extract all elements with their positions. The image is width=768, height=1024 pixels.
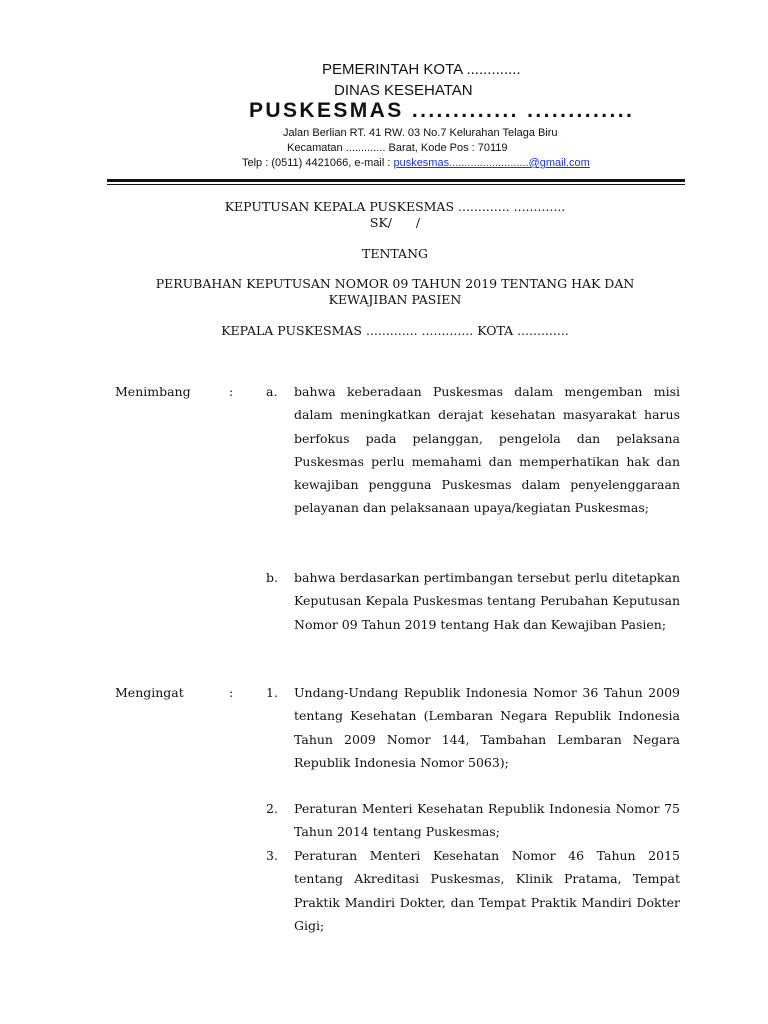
section-label: Menimbang <box>115 384 191 399</box>
decree-issuer: KEPUTUSAN KEPALA PUSKESMAS ............. ............. <box>224 199 566 214</box>
institution-name: PUSKESMAS ............. ............. <box>249 99 635 122</box>
item-marker: b. <box>266 570 278 585</box>
email-link[interactable]: puskesmas..........................@gmail.com <box>393 157 590 169</box>
list-item: Undang-Undang Republik Indonesia Nomor 36 Tahun 2009 tentang Kesehatan (Lembaran Negara Republik Indonesia Tahun 2009 Nomor 144, Tambahan Lembaran Negara Republik Indonesia Nomor 5063); <box>294 685 680 770</box>
letterhead-rule-thick <box>107 179 685 182</box>
section-colon: : <box>229 384 234 399</box>
contact-prefix: Telp : (0511) 4421066, e-mail : <box>242 157 394 169</box>
subject-line-1: PERUBAHAN KEPUTUSAN NOMOR 09 TAHUN 2019 TENTANG HAK DAN <box>155 276 635 291</box>
about-label: TENTANG <box>361 246 428 261</box>
item-marker: 2. <box>266 801 278 816</box>
authority-line: KEPALA PUSKESMAS ............. ............. KOTA ............. <box>221 323 569 338</box>
item-marker: a. <box>266 384 278 399</box>
letterhead-rule-thin <box>107 184 685 185</box>
subject-line-2: KEWAJIBAN PASIEN <box>328 292 462 307</box>
government-name: PEMERINTAH KOTA ............. <box>322 61 521 78</box>
contact-line <box>242 157 590 169</box>
item-marker: 1. <box>266 685 278 700</box>
department-name: DINAS KESEHATAN <box>334 82 473 99</box>
list-item: bahwa keberadaan Puskesmas dalam mengemban misi dalam meningkatkan derajat kesehatan masyarakat harus berfokus pada pelanggan, pengelola dan pelaksana Puskesmas perlu memahami dan memperhatikan hak dan kewajiban pengguna Puskesmas dalam penyelenggaraan pelayanan dan pelaksanaan upaya/kegiatan Puskesmas; <box>294 384 680 516</box>
list-item: Peraturan Menteri Kesehatan Nomor 46 Tahun 2015 tentang Akreditasi Puskesmas, Klinik Pratama, Tempat Praktik Mandiri Dokter, dan Tempat Praktik Mandiri Dokter Gigi; <box>294 848 680 933</box>
address-line: Jalan Berlian RT. 41 RW. 03 No.7 Kelurahan Telaga Biru <box>283 127 558 139</box>
district-line: Kecamatan ............. Barat, Kode Pos : 70119 <box>287 142 508 154</box>
list-item: Peraturan Menteri Kesehatan Republik Indonesia Nomor 75 Tahun 2014 tentang Puskesmas; <box>294 801 680 840</box>
item-marker: 3. <box>266 848 278 863</box>
list-item: bahwa berdasarkan pertimbangan tersebut perlu ditetapkan Keputusan Kepala Puskesmas tentang Perubahan Keputusan Nomor 09 Tahun 2019 tentang Hak dan Kewajiban Pasien; <box>294 570 680 632</box>
section-label: Mengingat <box>115 685 184 700</box>
section-colon: : <box>229 685 234 700</box>
decree-number: SK/ / <box>369 215 421 230</box>
